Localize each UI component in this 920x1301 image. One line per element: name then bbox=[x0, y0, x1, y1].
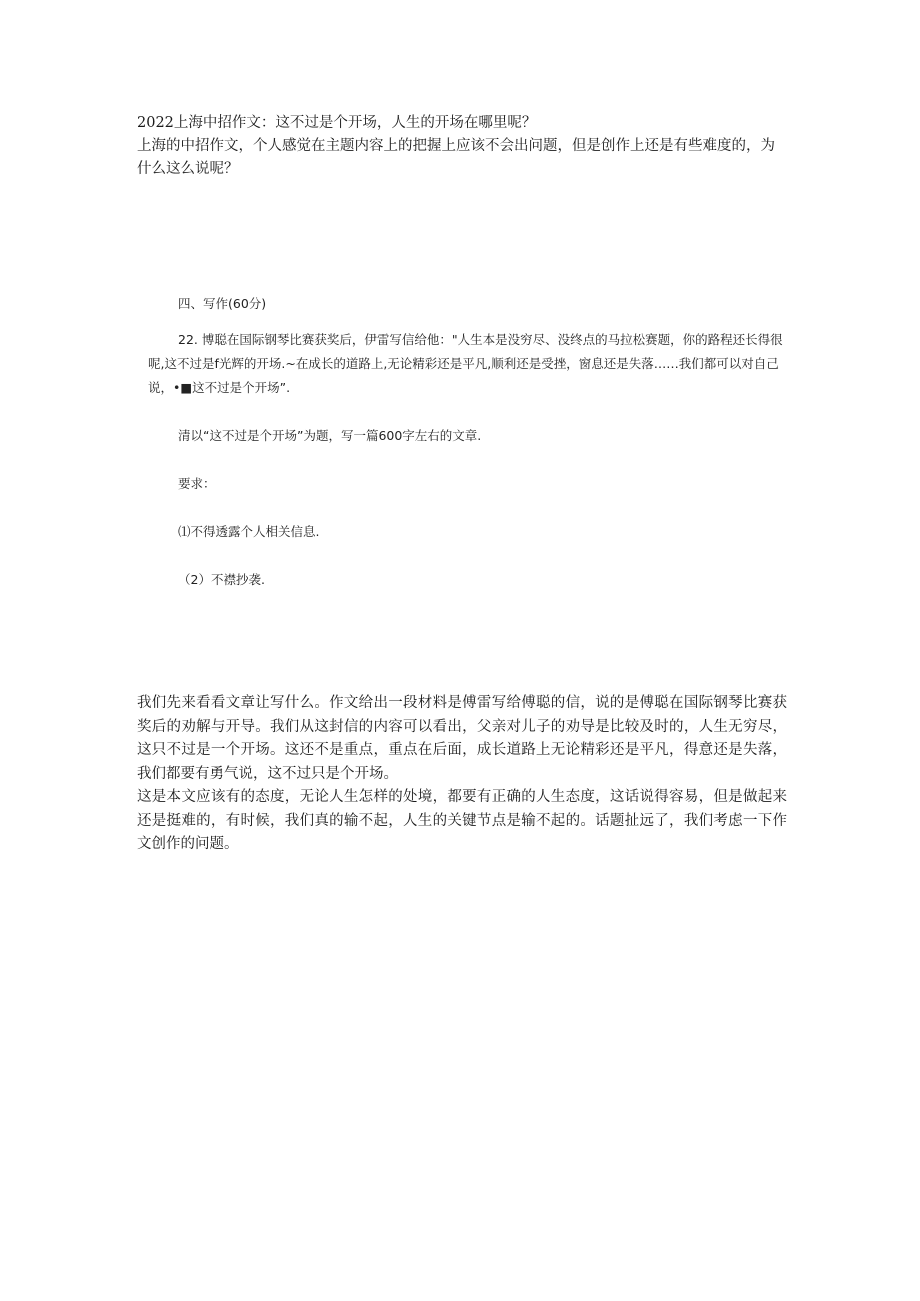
section-heading: 四、写作(60分) bbox=[178, 296, 267, 311]
question-line: 22. 博聪在国际钢琴比赛获奖后，伊雷写信给他："人生本是没穷尽、没终点的马拉松赛题，你的路程还长得很 bbox=[178, 332, 783, 347]
intro-paragraph: 上海的中招作文，个人感觉在主题内容上的把握上应该不会出问题，但是创作上还是有些难度的，为什么这么说呢？ bbox=[137, 138, 775, 177]
question-line: 说，•■这不过是个开场”. bbox=[148, 380, 291, 395]
requirements-title: 要求： bbox=[178, 476, 216, 491]
question-line: 呢,这不过是f光辉的开场.~在成长的道路上,无论精彩还是平凡,顺利还是受挫，窗息还是失落……我们都可以对自己 bbox=[148, 356, 779, 371]
analysis-paragraph: 这是本文应该有的态度，无论人生怎样的处境，都要有正确的人生态度，这话说得容易，但是做起来还是挺难的，有时候，我们真的输不起，人生的关键节点是输不起的。话题扯远了，我们考虑一下作文创作的问题。 bbox=[137, 789, 787, 852]
analysis-section bbox=[137, 692, 787, 857]
intro-section bbox=[137, 112, 787, 181]
question-22 bbox=[148, 328, 783, 400]
analysis-paragraph: 我们先来看看文章让写什么。作文给出一段材料是傅雷写给傅聪的信，说的是傅聪在国际钢琴比赛获奖后的劝解与开导。我们从这封信的内容可以看出，父亲对儿子的劝导是比较及时的，人生无穷尽，这只不过是一个开场。这还不是重点，重点在后面，成长道路上无论精彩还是平凡，得意还是失落，我们都要有勇气说，这不过只是个开场。 bbox=[137, 695, 787, 782]
article-title: 2022上海中招作文：这不过是个开场，人生的开场在哪里呢？ bbox=[137, 115, 537, 131]
requirement-item: ⑴不得透露个人相关信息. bbox=[178, 524, 320, 539]
writing-instruction: 清以“这不过是个开场”为题，写一篇600字左右的文章. bbox=[178, 428, 482, 443]
requirement-item: （2）不襟抄袭. bbox=[178, 572, 265, 587]
